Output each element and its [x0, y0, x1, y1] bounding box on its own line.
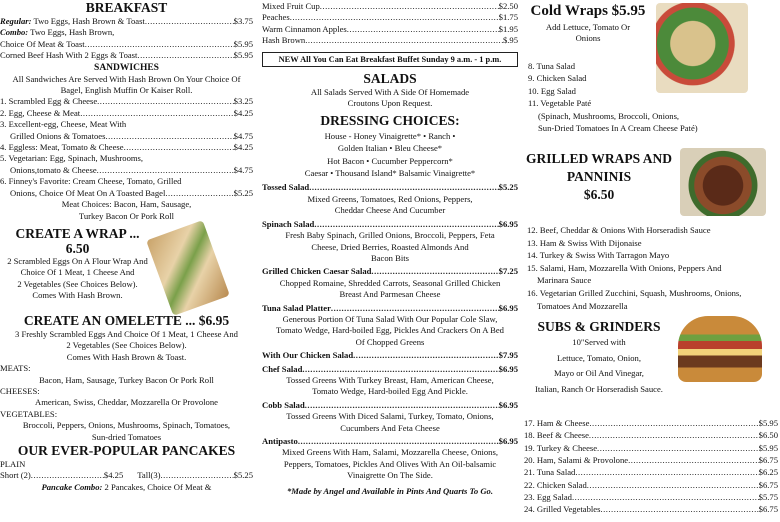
dressing-line: Caesar • Thousand Island* Balsamic Vinaigrette* — [304, 168, 476, 179]
cold-wrap-item: (Spinach, Mushrooms, Broccoli, Onions, — [538, 110, 680, 121]
grilled-section — [524, 150, 778, 218]
salad-desc: Tomato Wedge, Hard-boiled Egg And Pickle. — [312, 386, 468, 397]
omelette-heading: CREATE AN OMELETTE ... $6.95 — [23, 312, 230, 328]
sandwich-item: 4. Eggless: Meat, Tomato & Cheese ..... $4.25 — [0, 142, 253, 153]
sandwich-item: Onions,tomato & Cheese ..... $4.75 — [0, 165, 253, 176]
salad-item: Tuna Salad Platter ..... $6.95 — [262, 303, 518, 314]
subs-heading: SUBS & GRINDERS — [537, 319, 661, 335]
salad-desc: Cucumbers And Feta Cheese — [340, 422, 440, 433]
meats-label: MEATS: — [0, 363, 31, 374]
side-item: Warm Cinnamon Apples ..... $1.95 — [262, 24, 518, 35]
wrap-desc-1: 2 Scrambled Eggs On A Flour Wrap And — [7, 255, 148, 266]
cold-wrap-item: 9. Chicken Salad — [528, 73, 587, 84]
cold-wrap-item: 10. Egg Salad — [528, 85, 576, 96]
sub-photo — [678, 316, 762, 382]
salad-item: Tossed Salad ..... $5.25 — [262, 182, 518, 193]
side-item: Hash Brown ..... $.95 — [262, 35, 518, 46]
sandwiches-heading: SANDWICHES — [94, 62, 159, 73]
cheeses-list: American, Swiss, Cheddar, Mozzarella Or Provolone — [35, 397, 218, 408]
meat-choices-1: Meat Choices: Bacon, Ham, Sausage, — [61, 199, 192, 210]
salad-item: With Our Chicken Salad ..... $7.95 — [262, 350, 518, 361]
subs-section — [524, 318, 778, 414]
grilled-price: $6.50 — [583, 187, 615, 202]
pancakes-plain: PLAIN — [0, 458, 26, 469]
salads-intro-1: All Salads Served With A Side Of Homemade — [310, 87, 470, 98]
side-item: Peaches ..... $1.75 — [262, 12, 518, 23]
grilled-item: 15. Salami, Ham, Mozzarella With Onions, Peppers And — [527, 262, 722, 273]
sub-item: 19. Turkey & Cheese ..... $5.95 — [524, 442, 778, 454]
salad-desc: Vinaigrette On The Side. — [347, 470, 433, 481]
vegetables-list-1: Broccoli, Peppers, Onions, Mushrooms, Spinach, Tomatoes, — [22, 420, 231, 431]
cold-wraps-sub-1: Add Lettuce, Tomato Or — [545, 22, 631, 32]
dressing-heading: DRESSING CHOICES: — [320, 112, 460, 128]
sandwiches-intro-2: Bagel, English Muffin Or Kaiser Roll. — [60, 85, 193, 96]
salad-item: Grilled Chicken Caesar Salad ..... $7.25 — [262, 266, 518, 277]
side-items-list — [262, 1, 518, 47]
grilled-item: 14. Turkey & Swiss With Tarragon Mayo — [527, 250, 670, 261]
cheeses-label: CHEESES: — [0, 385, 40, 396]
pancakes-sizes: Short (2) ..... $4.25 Tall(3) ..... $5.25 — [0, 470, 253, 481]
dressing-line: Golden Italian • Bleu Cheese* — [337, 143, 443, 154]
grilled-photo — [680, 148, 766, 216]
salads-heading: SALADS — [363, 71, 417, 87]
subs-desc-line: Mayo or Oil And Vinegar, — [554, 368, 644, 379]
sandwich-list — [0, 96, 253, 199]
salad-desc: Of Chopped Greens — [355, 336, 425, 347]
grilled-item: Tomatoes And Mozzarella — [537, 300, 628, 311]
salads-intro-2: Croutons Upon Request. — [347, 98, 433, 109]
sub-item: 17. Ham & Cheese ..... $5.95 — [524, 417, 778, 429]
breakfast-heading: BREAKFAST — [85, 0, 168, 15]
salad-desc: Cheddar Cheese And Cucumber — [334, 205, 446, 216]
sub-item: 18. Beef & Cheese ..... $6.50 — [524, 429, 778, 441]
cold-wraps-heading: Cold Wraps $5.95 — [530, 3, 646, 19]
meats-list: Bacon, Ham, Sausage, Turkey Bacon Or Pork Roll — [39, 374, 214, 385]
sandwich-item: 2. Egg, Cheese & Meat ..... $4.25 — [0, 108, 253, 119]
salad-desc: Fresh Baby Spinach, Grilled Onions, Broccoli, Peppers, Feta — [285, 230, 495, 241]
salad-desc: Mixed Greens With Ham, Salami, Mozzarella Cheese, Onions, — [282, 447, 498, 458]
salad-desc: Cheese, Dried Berries, Roasted Almonds And — [311, 241, 469, 252]
subs-list — [524, 417, 778, 515]
salad-list — [262, 182, 518, 481]
meat-choices-2: Turkey Bacon Or Pork Roll — [78, 210, 175, 221]
sandwich-item: 3. Excellent-egg, Cheese, Meat With — [0, 119, 127, 130]
menu-column-right — [524, 0, 778, 516]
wrap-desc-2: Choice Of 1 Meat, 1 Cheese And — [20, 267, 135, 278]
grilled-list — [524, 224, 778, 312]
salad-desc: Mixed Greens, Tomatoes, Red Onions, Peppers, — [307, 193, 473, 204]
sandwich-item: 6. Finney's Favorite: Cream Cheese, Tomato, Grilled — [0, 176, 182, 187]
salad-desc: Tossed Greens With Diced Salami, Turkey, Tomato, Onions, — [286, 411, 494, 422]
cold-wraps-section — [524, 0, 778, 150]
salad-desc: Tossed Greens With Turkey Breast, Ham, American Cheese, — [286, 374, 494, 385]
wrap-desc-4: Comes With Hash Brown. — [32, 290, 123, 301]
cold-wraps-sub-2: Onions — [575, 33, 601, 44]
menu-item-corned-beef: Corned Beef Hash With 2 Eggs & Toast ..... $5.95 — [0, 50, 253, 61]
wrap-desc-3: 2 Vegetables (See Choices Below). — [17, 278, 138, 289]
salad-desc: Peppers, Tomatoes, Pickles And Olives With An Oil-balsamic — [283, 458, 497, 469]
salad-desc: Generous Portion Of Tuna Salad With Our Popular Cole Slaw, — [282, 313, 498, 324]
grilled-item: 12. Beef, Cheddar & Onions With Horseradish Sauce — [527, 225, 711, 235]
cold-wrap-item: 8. Tuna Salad — [528, 61, 576, 71]
grilled-heading-2: PANNINIS — [566, 169, 632, 184]
cold-wraps-list — [528, 60, 778, 134]
cold-wrap-item: Sun-Dried Tomatoes In A Cream Cheese Paté) — [538, 123, 698, 134]
sandwich-item: 1. Scrambled Egg & Cheese ..... $3.25 — [0, 96, 253, 107]
vegetables-label: VEGETABLES: — [0, 408, 58, 419]
cold-wrap-item: 11. Vegetable Paté — [528, 98, 592, 109]
sandwich-item: Grilled Onions & Tomatoes ..... $4.75 — [0, 131, 253, 142]
buffet-notice: NEW All You Can Eat Breakfast Buffet Sunday 9 a.m. - 1 p.m. — [262, 52, 518, 67]
omelette-desc-1: 3 Freshly Scrambled Eggs And Choice Of 1 Meat, 1 Cheese And — [15, 328, 238, 339]
menu-column-left — [0, 0, 253, 493]
sandwich-item: Onions, Choice Of Meat On A Toasted Bagel ..... $5.25 — [0, 188, 253, 199]
wrap-section — [0, 226, 253, 312]
sandwiches-intro-1: All Sandwiches Are Served With Hash Brown On Your Choice Of — [12, 73, 241, 84]
pancakes-heading: OUR EVER-POPULAR PANCAKES — [17, 442, 236, 458]
side-item: Mixed Fruit Cup ..... $2.50 — [262, 1, 518, 12]
dressing-line: Hot Bacon • Cucumber Peppercorn* — [327, 155, 453, 166]
wrap-heading: CREATE A WRAP ... — [15, 225, 140, 241]
sub-item: 21. Tuna Salad ..... $6.25 — [524, 466, 778, 478]
grilled-item: 13. Ham & Swiss With Dijonaise — [527, 237, 642, 248]
sandwich-item: 5. Vegetarian: Egg, Spinach, Mushrooms, — [0, 153, 144, 164]
salad-item: Chef Salad ..... $6.95 — [262, 364, 518, 375]
menu-item-regular: Regular: Two Eggs, Hash Brown & Toast ..... $3.75 — [0, 16, 253, 27]
omelette-desc-2: 2 Vegetables (See Choices Below). — [66, 340, 187, 351]
grilled-item: Marinara Sauce — [537, 275, 592, 286]
menu-column-middle — [262, 0, 518, 497]
salad-desc: Tomato Wedge, Hard-boiled Egg, Pickles And Crackers On A Bed — [276, 325, 504, 336]
salad-item: Cobb Salad ..... $6.95 — [262, 400, 518, 411]
salad-desc: Breast And Parmesan Cheese — [339, 289, 441, 300]
salad-item: Spinach Salad ..... $6.95 — [262, 219, 518, 230]
subs-desc-line: 10"Served with — [572, 337, 626, 348]
salad-desc: Bacon Bits — [371, 252, 409, 263]
dressing-list — [262, 130, 518, 180]
salad-desc: Chopped Romaine, Shredded Carrots, Seasonal Grilled Chicken — [279, 277, 501, 288]
menu-item-combo: Combo: Two Eggs, Hash Brown, — [0, 27, 115, 38]
wrap-photo — [146, 220, 230, 316]
menu-item-combo-cont: Choice Of Meat & Toast ..... $5.95 — [0, 39, 253, 50]
salad-item: Antipasto ..... $6.95 — [262, 436, 518, 447]
pancake-combo: Pancake Combo: 2 Pancakes, Choice Of Meat & — [41, 481, 212, 492]
vegetables-list-2: Sun-dried Tomatoes — [91, 431, 162, 442]
subs-desc-line: Italian, Ranch Or Horseradish Sauce. — [535, 383, 663, 394]
sub-item: 20. Ham, Salami & Provolone ..... $6.75 — [524, 454, 778, 466]
grilled-heading-1: GRILLED WRAPS AND — [525, 151, 673, 166]
sub-item: 23. Egg Salad ..... $5.75 — [524, 491, 778, 503]
wrap-price: 6.50 — [65, 240, 90, 256]
omelette-desc-3: Comes With Hash Brown & Toast. — [66, 351, 187, 362]
grilled-item: 16. Vegetarian Grilled Zucchini, Squash, Mushrooms, Onions, — [527, 287, 742, 298]
sub-item: 24. Grilled Vegetables ..... $6.75 — [524, 503, 778, 515]
dressing-line: House - Honey Vinaigrette* • Ranch • — [324, 130, 456, 141]
sub-item: 22. Chicken Salad ..... $6.75 — [524, 479, 778, 491]
dressing-footnote: *Made by Angel and Available in Pints And Quarts To Go. — [286, 485, 494, 496]
subs-desc-line: Lettuce, Tomato, Onion, — [557, 352, 641, 363]
